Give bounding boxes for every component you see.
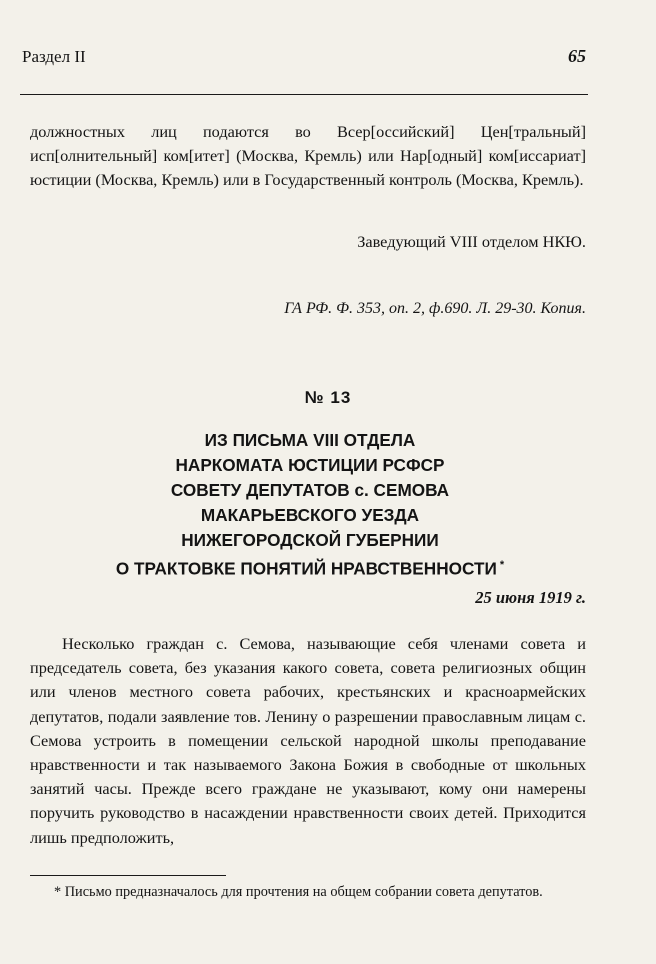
title-line: НАРКОМАТА ЮСТИЦИИ РСФСР <box>175 455 445 475</box>
title-line: МАКАРЬЕВСКОГО УЕЗДА <box>200 505 420 525</box>
document-date: 25 июня 1919 г. <box>475 588 586 607</box>
archive-reference: ГА РФ. Ф. 353, оп. 2, ф.690. Л. 29-30. Копия. <box>284 300 586 317</box>
document-title <box>0 428 620 582</box>
title-line: НИЖЕГОРОДСКОЙ ГУБЕРНИИ <box>181 530 439 550</box>
title-line-last <box>0 553 620 582</box>
footnote-text: * Письмо предназначалось для прочтения на общем собрании совета депутатов. <box>54 884 543 900</box>
document-number: № 13 <box>304 388 352 407</box>
running-header <box>22 46 586 67</box>
section-label: Раздел II <box>22 47 86 66</box>
document-body: Несколько граждан с. Семова, называющие себя членами совета и председатель совета, без указания какого совета, совета религиозных общин или членов местного совета рабочих, крестьянских и красноармейских депутатов, подали заявление тов. Ленину о разрешении православным лицам с. Семова устроить в помещении сельской народной школы преподавание нравственности и так называемого Закона Божия в свободные от школьных занятий часы. Прежде всего граждане не указывают, кому они намерены поручить руководство в насаждении нравственности своих детей. Приходится лишь предположить, <box>30 634 586 847</box>
title-line: ИЗ ПИСЬМА VIII ОТДЕЛА <box>204 430 416 450</box>
footnote-marker: * <box>499 559 505 571</box>
page-number: 65 <box>568 46 586 66</box>
signature-line: Заведующий VIII отделом НКЮ. <box>357 232 586 251</box>
header-rule <box>20 94 588 95</box>
footnote-rule <box>30 875 226 876</box>
title-line: СОВЕТУ ДЕПУТАТОВ с. СЕМОВА <box>170 480 450 500</box>
title-line: О ТРАКТОВКЕ ПОНЯТИЙ НРАВСТВЕННОСТИ <box>115 558 497 579</box>
continuation-paragraph: должностных лиц подаются во Всер[оссийский] Цен[тральный] исп[олнительный] ком[итет] (Москва, Кремль) или Нар[одный] ком[иссариат] юстиции (Москва, Кремль) или в Государственный контроль (Москва, Кремль). <box>30 122 586 189</box>
